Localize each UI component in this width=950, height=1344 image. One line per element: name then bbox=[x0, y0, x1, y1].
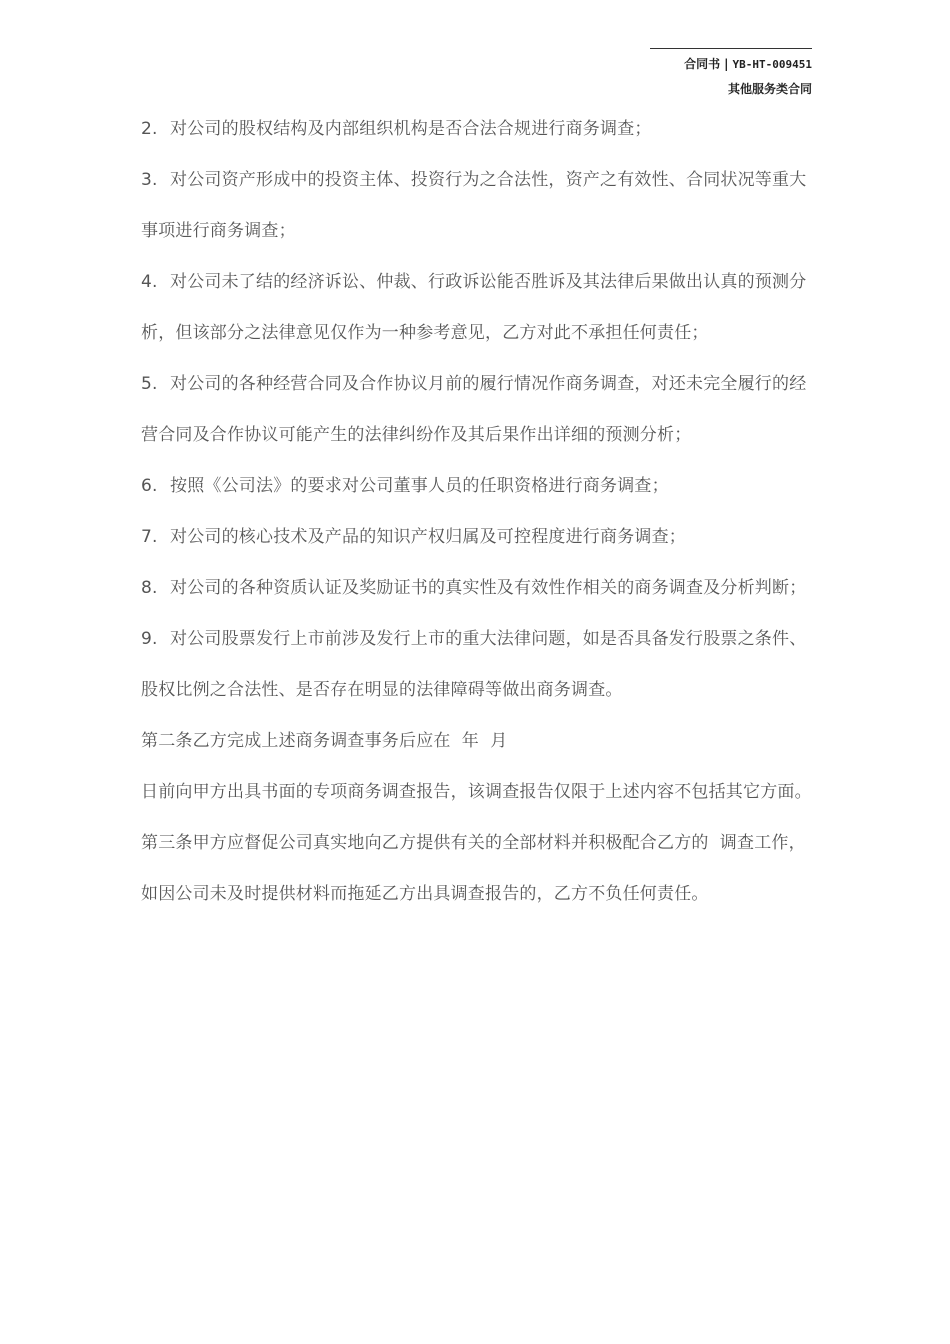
list-item-2 bbox=[141, 104, 813, 155]
doc-type: 合同书 bbox=[684, 57, 721, 71]
list-item-8 bbox=[141, 563, 813, 614]
doc-category: 其他服务类合同 bbox=[727, 82, 812, 96]
item-text: 对公司的核心技术及产品的知识产权归属及可控程度进行商务调查； bbox=[170, 527, 686, 547]
item-text: 对公司的各种资质认证及奖励证书的真实性及有效性作相关的商务调查及分析判断； bbox=[170, 578, 807, 598]
item-number: 5. bbox=[141, 374, 158, 394]
list-item-7 bbox=[141, 512, 813, 563]
header-separator: | bbox=[724, 57, 729, 71]
item-text: 对公司未了结的经济诉讼、仲裁、行政诉讼能否胜诉及其法律后果做出认真的预测分析，但该部分之法律意见仅作为一种参考意见，乙方对此不承担任何责任； bbox=[141, 272, 807, 343]
item-number: 9. bbox=[141, 629, 158, 649]
list-item-4 bbox=[141, 257, 813, 359]
document-body bbox=[141, 104, 813, 920]
article-3: 第三条甲方应督促公司真实地向乙方提供有关的全部材料并积极配合乙方的 调查工作，如因公司未及时提供材料而拖延乙方出具调查报告的，乙方不负任何责任。 bbox=[141, 833, 806, 904]
list-item-5 bbox=[141, 359, 813, 461]
item-text: 对公司的各种经营合同及合作协议月前的履行情况作商务调查，对还未完全履行的经营合同及合作协议可能产生的法律纠纷作及其后果作出详细的预测分析； bbox=[141, 374, 807, 445]
list-item-9 bbox=[141, 614, 813, 716]
item-number: 8. bbox=[141, 578, 158, 598]
doc-code: YB-HT-009451 bbox=[732, 58, 812, 71]
item-number: 3. bbox=[141, 170, 158, 190]
list-item-3 bbox=[141, 155, 813, 257]
item-text: 对公司的股权结构及内部组织机构是否合法合规进行商务调查； bbox=[170, 119, 652, 139]
list-item-6 bbox=[141, 461, 813, 512]
item-text: 对公司股票发行上市前涉及发行上市的重大法律问题，如是否具备发行股票之条件、股权比例之合法性、是否存在明显的法律障碍等做出商务调查。 bbox=[141, 629, 807, 700]
item-text: 对公司资产形成中的投资主体、投资行为之合法性，资产之有效性、合同状况等重大事项进行商务调查； bbox=[141, 170, 807, 241]
item-number: 6. bbox=[141, 476, 158, 496]
item-text: 按照《公司法》的要求对公司董事人员的任职资格进行商务调查； bbox=[170, 476, 669, 496]
header-doc-line bbox=[650, 55, 812, 74]
article-2-line-1: 第二条乙方完成上述商务调查事务后应在 年 月 bbox=[141, 731, 508, 751]
article-2-line-2: 日前向甲方出具书面的专项商务调查报告，该调查报告仅限于上述内容不包括其它方面。 bbox=[141, 782, 812, 802]
item-number: 7. bbox=[141, 527, 158, 547]
item-number: 4. bbox=[141, 272, 158, 292]
item-number: 2. bbox=[141, 119, 158, 139]
header-rule bbox=[650, 48, 812, 49]
page-header bbox=[650, 48, 812, 98]
